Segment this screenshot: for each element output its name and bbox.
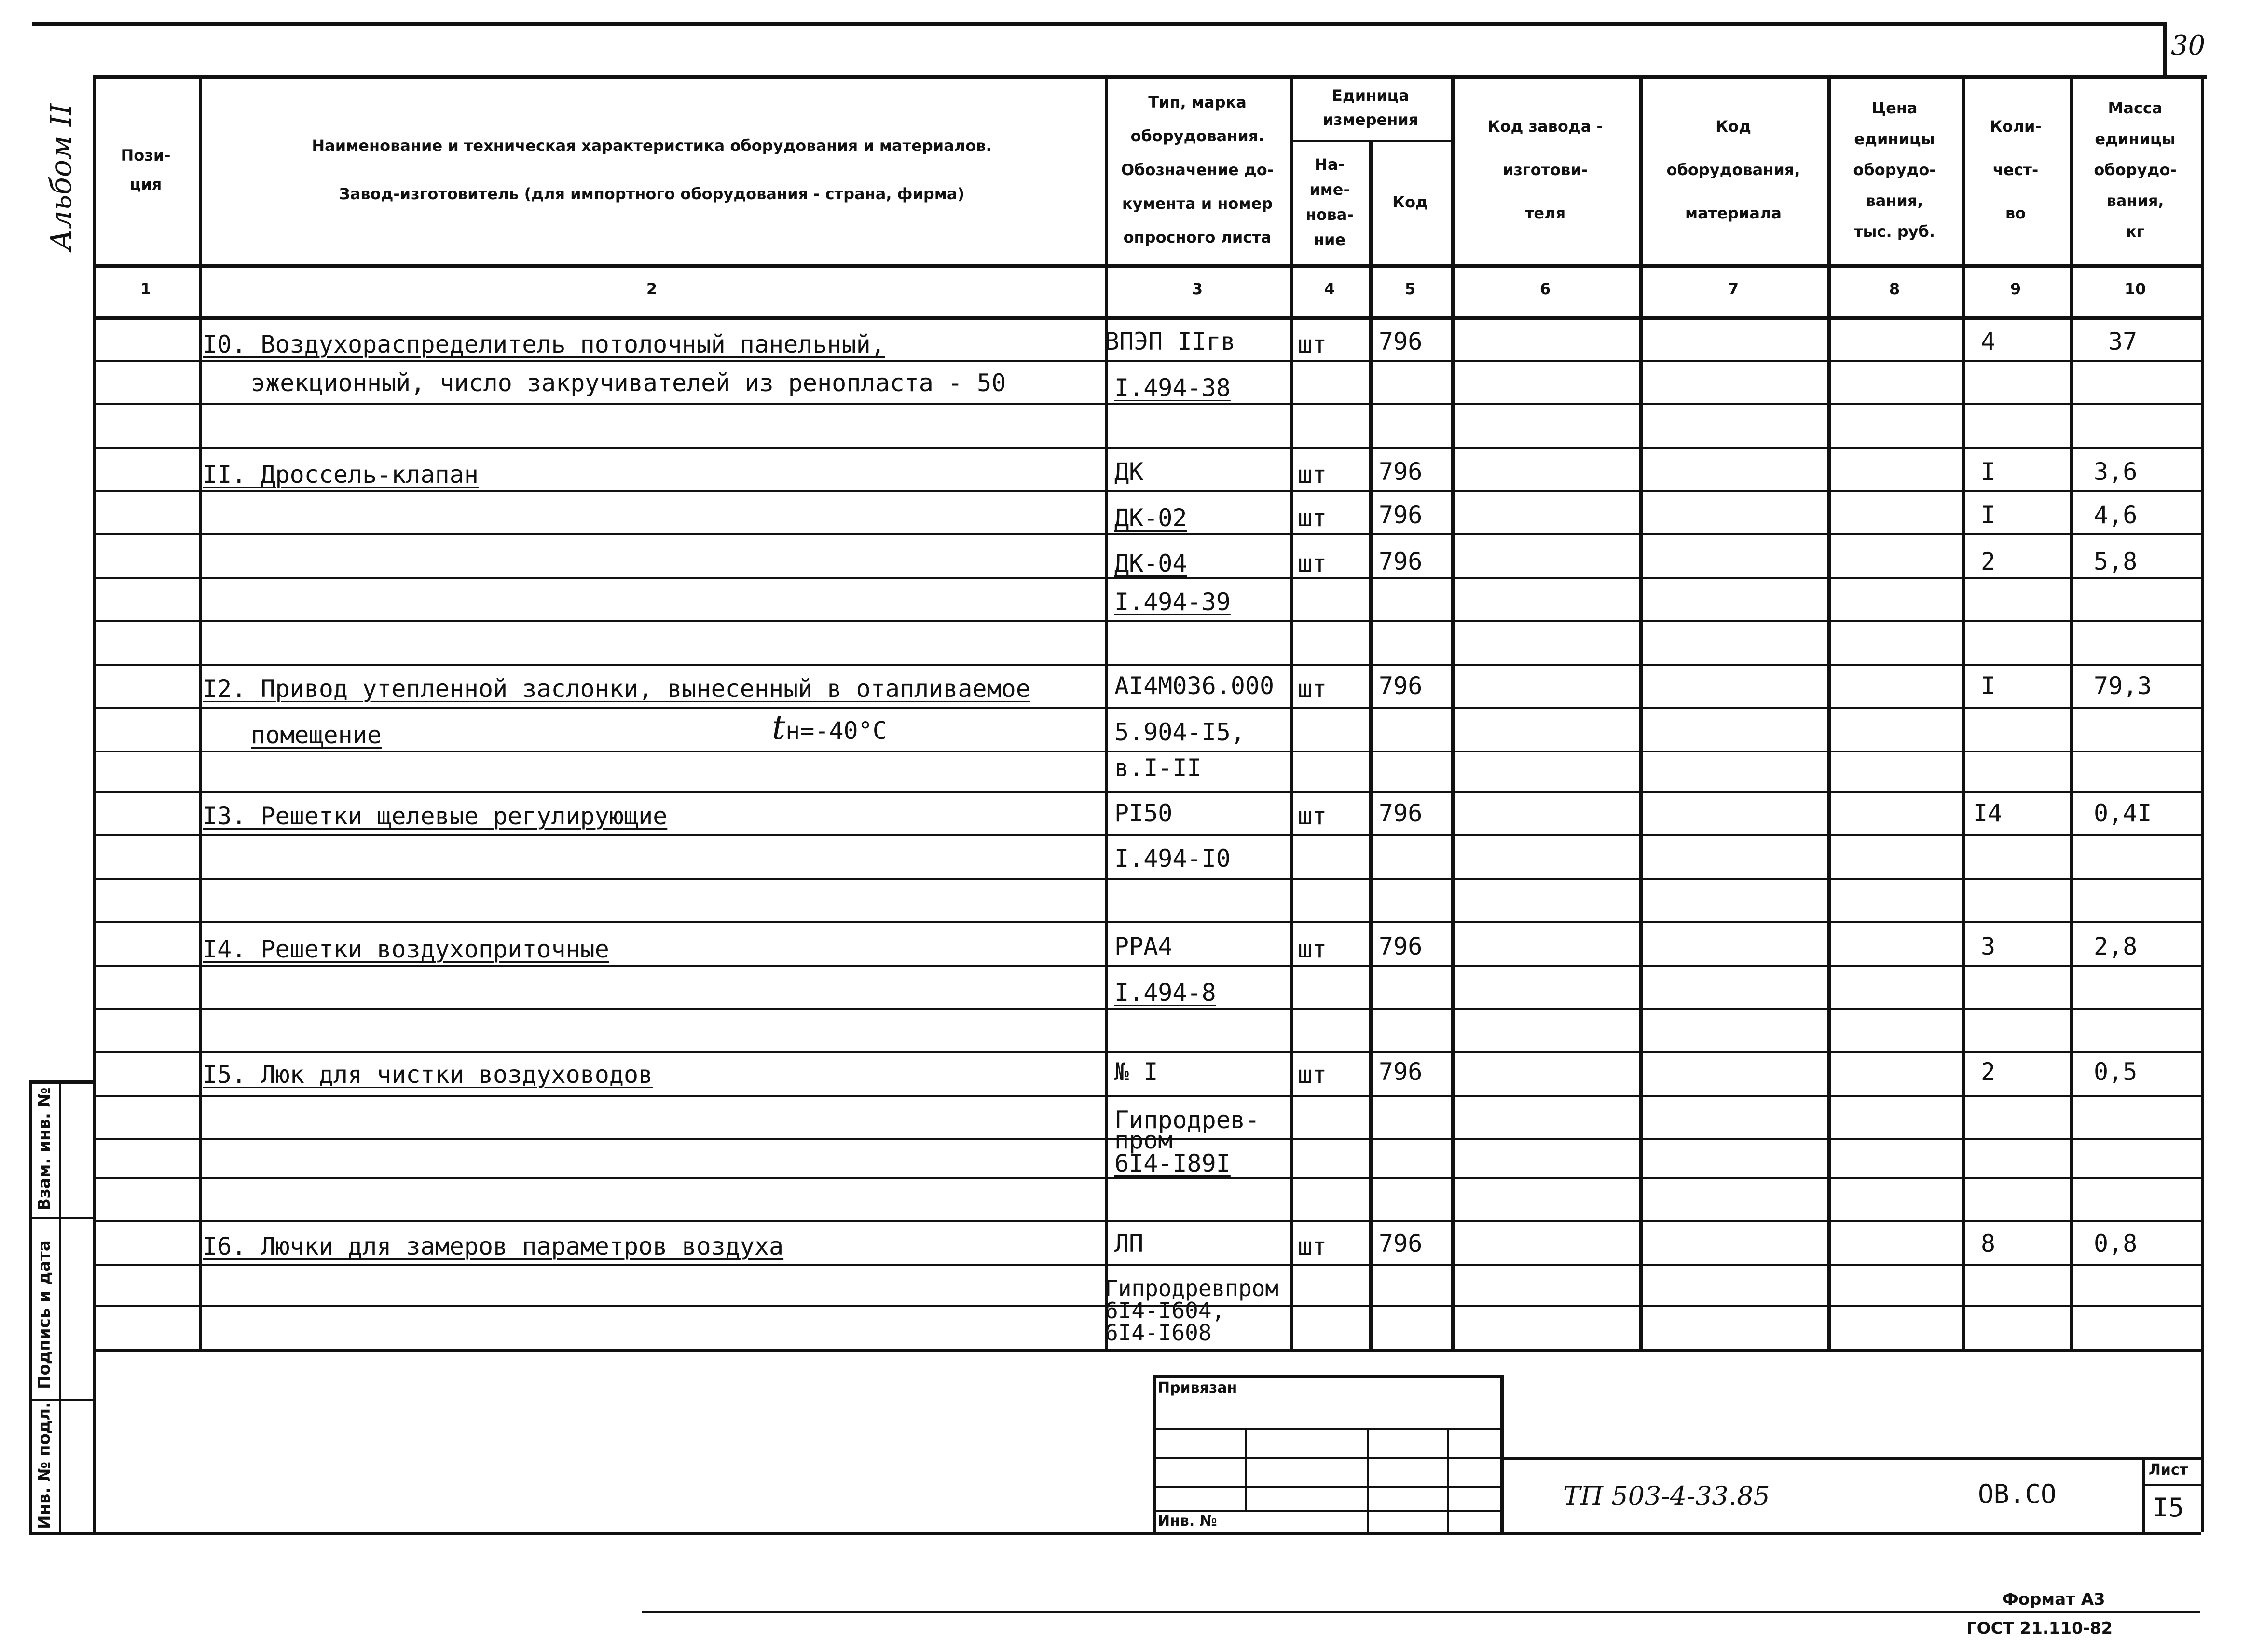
col-number: 10 [2124,280,2146,298]
item-type: 6I4-I89I [1114,1149,1231,1177]
item-name: I3. Решетки щелевые регулирующие [203,802,668,830]
item-type: I.494-8 [1114,979,1216,1007]
item-unit: шт [1298,504,1327,532]
inv-podl-label: Инв. № подл. [35,1402,54,1529]
item-mass: 0,8 [2094,1229,2138,1257]
item-type: № I [1114,1058,1158,1086]
header-position: Пози- ция [121,146,171,193]
item-code: 796 [1379,1058,1423,1086]
item-type: I.494-38 [1114,374,1231,402]
item-code: 796 [1379,1229,1423,1257]
item-type: 6I4-I608 [1105,1320,1212,1346]
header-type: Тип, марка оборудования. Обозначение до- кумента и номер опросного листа [1121,93,1274,246]
doc-code: ТП 503-4-33.85 [1563,1481,1770,1511]
item-type: пром [1114,1126,1173,1154]
item-unit: шт [1298,461,1327,489]
temperature-note [772,708,887,747]
item-mass: 37 [2108,328,2138,355]
header-price: Цена единицы оборудо- вания, тыс. руб. [1853,99,1936,241]
item-code: 796 [1379,328,1423,355]
col-number: 4 [1324,280,1335,298]
item-mass: 2,8 [2094,932,2138,960]
item-unit: шт [1298,802,1327,830]
col-number: 2 [646,280,658,298]
item-code: 796 [1379,501,1423,529]
item-type: 5.904-I5, [1114,718,1245,746]
header-mass: Масса единицы оборудо- вания, кг [2094,99,2177,241]
item-name: I6. Лючки для замеров параметров воздуха [203,1232,784,1260]
item-qty: I [1981,458,1996,486]
item-mass: 5,8 [2094,547,2138,575]
list-label: Лист [2149,1461,2188,1478]
list-number: I5 [2153,1492,2184,1523]
item-type: 6I4-I604, [1105,1297,1225,1324]
item-type: Гипродревпром [1105,1275,1279,1301]
item-mass: 4,6 [2094,501,2138,529]
item-name: I5. Люк для чистки воздуховодов [203,1061,653,1089]
col-number: 9 [2010,280,2021,298]
item-name: помещение [251,721,382,749]
col-number: 8 [1889,280,1900,298]
item-type: в.I-II [1114,754,1202,782]
item-type: ДК-02 [1114,504,1187,532]
item-qty: I4 [1973,799,2003,827]
header-factory-code: Код завода - изготови- теля [1487,117,1603,222]
privyazan-label: Привязан [1158,1379,1237,1396]
item-mass: 79,3 [2094,672,2152,700]
item-name: I4. Решетки воздухоприточные [203,935,609,963]
item-unit: шт [1298,675,1327,703]
item-type: ВПЭП IIгв [1105,328,1235,355]
gost-label: ГОСТ 21.110-82 [1966,1619,2113,1638]
item-code: 796 [1379,458,1423,486]
inv-no-label: Инв. № [1158,1513,1217,1529]
item-mass: 3,6 [2094,458,2138,486]
item-name: I0. Воздухораспределитель потолочный панельный, [203,330,885,358]
item-name: II. Дроссель-клапан [203,461,479,489]
item-unit: шт [1298,330,1327,358]
item-qty: 2 [1981,547,1996,575]
album-note: Альбом II [44,103,78,251]
temperature-value: н=-40°C [785,717,887,745]
item-unit: шт [1298,1061,1327,1089]
col-number: 7 [1728,280,1739,298]
format-label: Формат А3 [2002,1590,2105,1609]
item-qty: 2 [1981,1058,1996,1086]
item-code: 796 [1379,672,1423,700]
item-type: I.494-I0 [1114,845,1231,873]
item-qty: 8 [1981,1229,1996,1257]
item-name: эжекционный, число закручивателей из ренопласта - 50 [251,369,1006,397]
item-type: Гипродрев- [1114,1106,1260,1134]
col-number: 1 [140,280,151,298]
header-equipment-code: Код оборудования, материала [1666,117,1800,222]
item-unit: шт [1298,935,1327,963]
item-type: ДК-04 [1114,549,1187,577]
item-unit: шт [1298,1232,1327,1260]
col-number: 5 [1404,280,1416,298]
item-type: I.494-39 [1114,588,1231,616]
page-number: 30 [2171,30,2206,61]
item-code: 796 [1379,932,1423,960]
item-type: AI4M036.000 [1114,672,1275,700]
header-unit: Единица измерения [1322,86,1419,129]
item-type: PPA4 [1114,932,1173,960]
temperature-symbol: t [772,708,786,747]
item-qty: I [1981,672,1996,700]
item-code: 796 [1379,547,1423,575]
doc-mark: ОВ.СО [1978,1479,2057,1509]
item-type: ЛП [1114,1229,1144,1257]
item-mass: 0,4I [2094,799,2152,827]
vzam-inv-label: Взам. инв. № [35,1087,54,1211]
item-qty: 4 [1981,328,1996,355]
item-type: ДК [1114,458,1144,486]
item-qty: 3 [1981,932,1996,960]
item-code: 796 [1379,799,1423,827]
col-number: 6 [1539,280,1551,298]
header-unit-code: Код [1392,193,1428,211]
item-mass: 0,5 [2094,1058,2138,1086]
item-name: I2. Привод утепленной заслонки, вынесенный в отапливаемое [203,675,1030,703]
header-quantity: Коли- чест- во [1990,117,2042,222]
item-unit: шт [1298,549,1327,577]
header-unit-name: На- име- нова- ние [1305,155,1354,249]
header-name: Наименование и техническая характеристика оборудования и материалов. Завод-изготовитель (для импортного оборудования - страна, фирма) [312,137,992,203]
col-number: 3 [1192,280,1203,298]
item-type: PI50 [1114,799,1173,827]
podpis-data-label: Подпись и дата [35,1240,54,1389]
item-qty: I [1981,501,1996,529]
